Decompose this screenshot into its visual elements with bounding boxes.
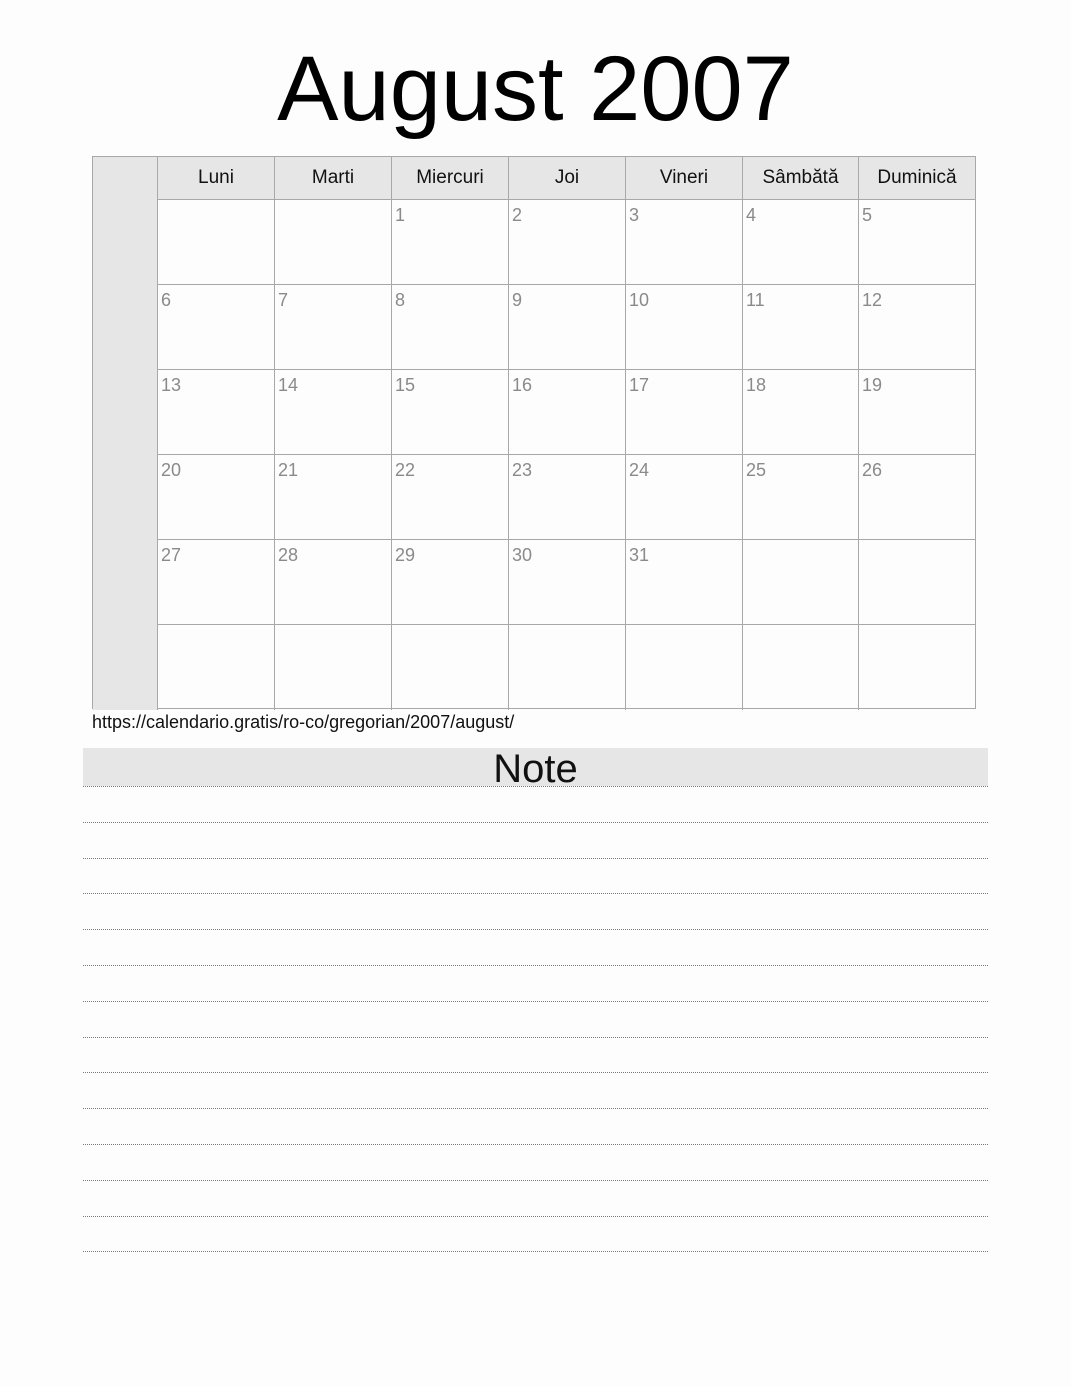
day-cell <box>626 200 743 285</box>
day-number: 9 <box>512 290 523 310</box>
source-url: https://calendario.gratis/ro-co/gregorian/2007/august/ <box>92 712 515 732</box>
day-cell <box>509 625 626 710</box>
day-cell <box>509 370 626 455</box>
week-gutter <box>93 157 158 710</box>
day-number: 23 <box>512 460 533 480</box>
day-number: 17 <box>629 375 650 395</box>
day-number: 10 <box>629 290 650 310</box>
day-cell <box>158 285 275 370</box>
weekday-header: Luni <box>158 157 275 200</box>
day-cell <box>626 540 743 625</box>
day-cell <box>275 625 392 710</box>
day-number: 7 <box>278 290 289 310</box>
weekday-header: Marti <box>275 157 392 200</box>
day-cell <box>392 540 509 625</box>
day-number: 13 <box>161 375 182 395</box>
day-number: 4 <box>746 205 757 225</box>
day-cell <box>158 200 275 285</box>
notes-header: Note <box>83 748 988 786</box>
day-number: 14 <box>278 375 299 395</box>
day-cell <box>626 285 743 370</box>
note-line[interactable] <box>83 1108 988 1109</box>
note-line[interactable] <box>83 893 988 894</box>
day-number: 24 <box>629 460 650 480</box>
note-line[interactable] <box>83 1144 988 1145</box>
day-cell <box>392 285 509 370</box>
day-cell <box>743 200 859 285</box>
day-cell <box>158 625 275 710</box>
day-number: 22 <box>395 460 416 480</box>
day-cell <box>509 285 626 370</box>
day-number: 31 <box>629 545 650 565</box>
day-number: 3 <box>629 205 640 225</box>
day-number: 27 <box>161 545 182 565</box>
day-cell <box>743 455 859 540</box>
day-cell <box>859 455 975 540</box>
day-number: 8 <box>395 290 406 310</box>
day-cell <box>275 200 392 285</box>
day-cell <box>275 455 392 540</box>
day-number: 26 <box>862 460 883 480</box>
day-cell <box>859 285 975 370</box>
day-cell <box>859 540 975 625</box>
note-line[interactable] <box>83 858 988 859</box>
day-cell <box>275 540 392 625</box>
day-cell <box>626 370 743 455</box>
day-number: 12 <box>862 290 883 310</box>
day-cell <box>743 625 859 710</box>
calendar-grid <box>92 156 976 709</box>
day-number: 6 <box>161 290 172 310</box>
day-number: 30 <box>512 545 533 565</box>
day-number: 25 <box>746 460 767 480</box>
note-line[interactable] <box>83 822 988 823</box>
day-number: 16 <box>512 375 533 395</box>
day-cell <box>392 625 509 710</box>
note-line[interactable] <box>83 1037 988 1038</box>
day-cell <box>859 625 975 710</box>
day-cell <box>158 540 275 625</box>
weekday-header: Vineri <box>626 157 743 200</box>
day-number: 21 <box>278 460 299 480</box>
day-number: 20 <box>161 460 182 480</box>
day-cell <box>859 200 975 285</box>
day-number: 5 <box>862 205 873 225</box>
note-line[interactable] <box>83 1251 988 1252</box>
day-number: 15 <box>395 375 416 395</box>
weekday-header: Duminică <box>859 157 975 200</box>
day-cell <box>509 200 626 285</box>
day-cell <box>392 370 509 455</box>
day-cell <box>392 200 509 285</box>
day-cell <box>392 455 509 540</box>
note-line[interactable] <box>83 1001 988 1002</box>
page-title: August 2007 <box>277 38 794 140</box>
day-number: 2 <box>512 205 523 225</box>
day-number: 29 <box>395 545 416 565</box>
day-number: 18 <box>746 375 767 395</box>
day-number: 1 <box>395 205 406 225</box>
weekday-header: Sâmbătă <box>743 157 859 200</box>
day-cell <box>743 285 859 370</box>
day-cell <box>626 625 743 710</box>
day-number: 19 <box>862 375 883 395</box>
day-cell <box>626 455 743 540</box>
day-cell <box>743 370 859 455</box>
day-cell <box>275 285 392 370</box>
day-cell <box>275 370 392 455</box>
day-cell <box>509 455 626 540</box>
note-line[interactable] <box>83 929 988 930</box>
note-line[interactable] <box>83 1216 988 1217</box>
day-number: 11 <box>746 290 765 310</box>
note-line[interactable] <box>83 1180 988 1181</box>
day-number: 28 <box>278 545 299 565</box>
day-cell <box>743 540 859 625</box>
day-cell <box>158 455 275 540</box>
note-line[interactable] <box>83 786 988 787</box>
day-cell <box>509 540 626 625</box>
weekday-header: Miercuri <box>392 157 509 200</box>
note-line[interactable] <box>83 965 988 966</box>
weekday-header: Joi <box>509 157 626 200</box>
day-cell <box>158 370 275 455</box>
day-cell <box>859 370 975 455</box>
note-line[interactable] <box>83 1072 988 1073</box>
